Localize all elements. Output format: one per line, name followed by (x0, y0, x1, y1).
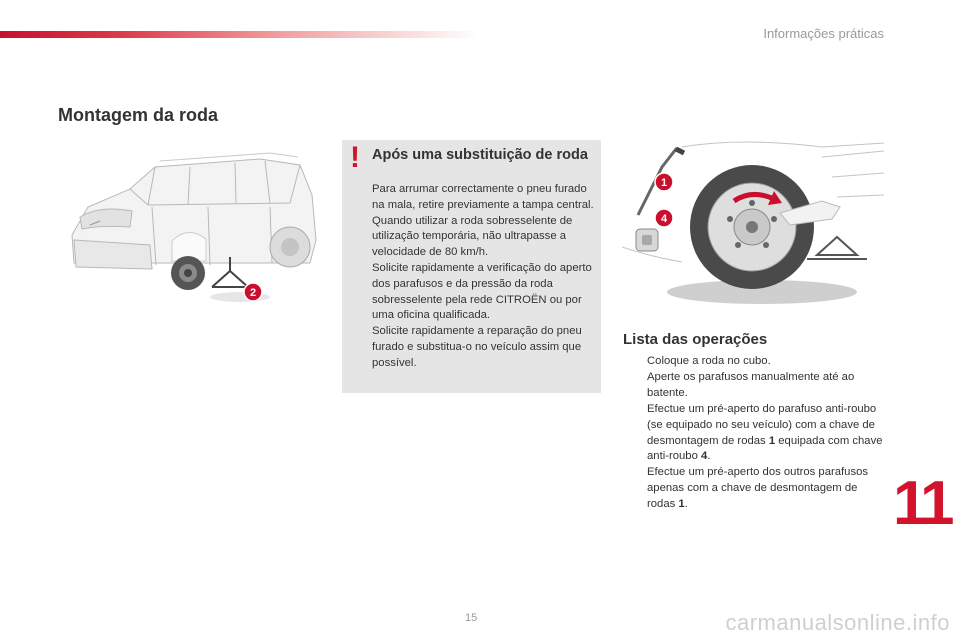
list-item-text: Efectue um pré-aperto do parafuso anti-roubo (se equipado no seu veículo) com a chave de desmontagem de rodas 1 equipada com chave anti-roubo 4. (647, 402, 883, 463)
warning-paragraph: Solicite rapidamente a verificação do aperto dos parafusos e da pressão da roda sobresselente pela rede CITROËN ou por uma oficina qualificada. (372, 261, 592, 322)
list-item (623, 465, 885, 513)
callout-2-label: 2 (249, 287, 257, 299)
list-item (623, 370, 885, 402)
callout-4 (654, 208, 674, 228)
callout-1-label: 1 (660, 177, 668, 189)
warning-paragraph: Para arrumar correctamente o pneu furado na mala, retire previamente a tampa central. (372, 183, 594, 211)
page-number: 15 (465, 612, 478, 624)
list-item-text: Coloque a roda no cubo. (647, 355, 771, 367)
callout-4-label: 4 (660, 213, 668, 225)
list-item (623, 354, 885, 370)
ref-wheel-wrench: 1 (678, 498, 685, 511)
operations-list (623, 354, 885, 513)
header-accent-bar (0, 31, 480, 38)
section-title: Informações práticas (763, 26, 884, 41)
ref-wheel-wrench: 1 (768, 434, 776, 447)
ref-anti-theft-key: 4 (701, 450, 708, 463)
operations-title: Lista das operações (623, 331, 768, 348)
list-item (623, 402, 885, 466)
callout-2 (243, 282, 263, 302)
chapter-number: 11 (893, 469, 951, 538)
car-jack-illustration (60, 145, 330, 315)
callout-1 (654, 172, 674, 192)
list-item-text: Efectue um pré-aperto dos outros parafusos apenas com a chave de desmontagem de rodas 1. (647, 466, 869, 511)
page-title: Montagem da roda (58, 105, 219, 125)
warning-paragraph: Solicite rapidamente a reparação do pneu furado e substitua-o no veículo assim que possível. (372, 325, 582, 369)
list-item-text: Aperte os parafusos manualmente até ao batente. (647, 370, 855, 399)
warning-body (372, 182, 598, 372)
warning-icon: ! (350, 141, 360, 174)
watermark: carmanualsonline.info (725, 610, 950, 635)
warning-title: Após uma substituição de roda (372, 147, 588, 163)
warning-paragraph: Quando utilizar a roda sobresselente de utilização temporária, não ultrapasse a velocidade de 80 km/h. (372, 214, 573, 259)
